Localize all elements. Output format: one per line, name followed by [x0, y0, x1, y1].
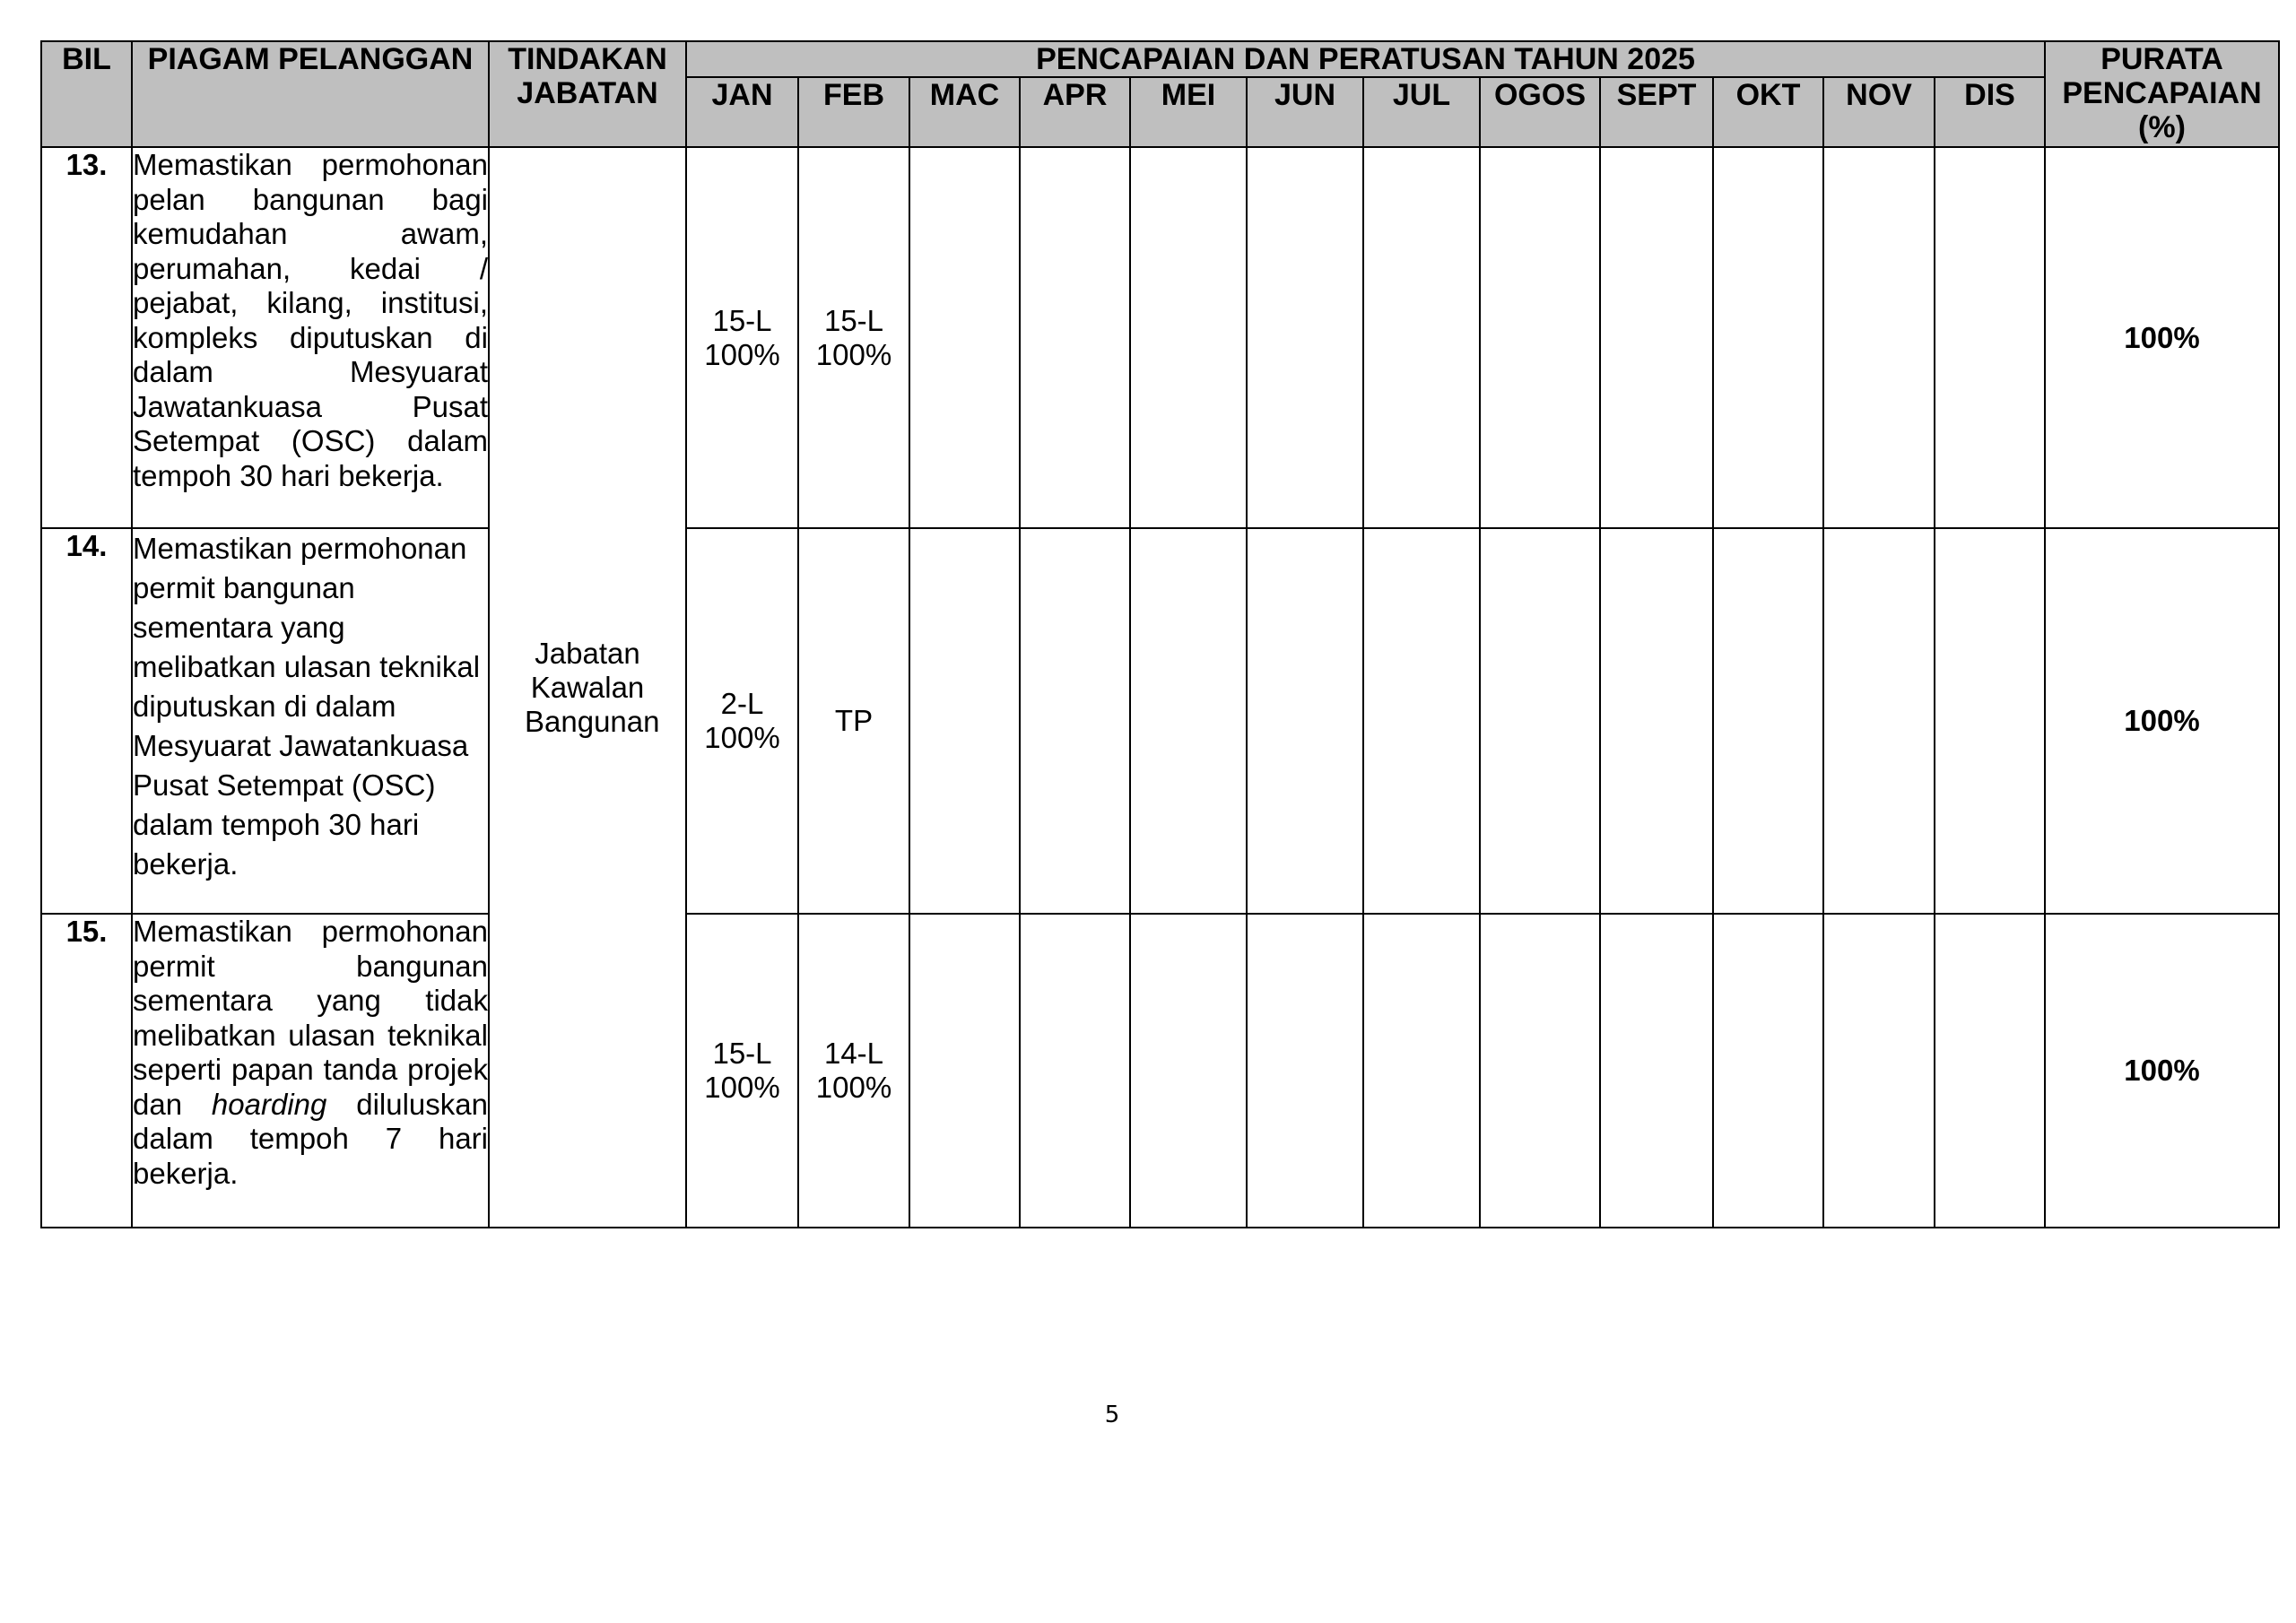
month-cell-jul — [1363, 528, 1480, 914]
header-month-mac: MAC — [909, 77, 1020, 147]
month-cell-jun — [1247, 914, 1363, 1228]
table-row — [41, 914, 2279, 1228]
month-cell-sept — [1600, 147, 1713, 528]
month-cell-feb — [798, 914, 909, 1228]
month-value: 15-L 100% — [704, 303, 780, 371]
tindakan-jabatan-cell — [489, 147, 686, 1228]
month-value: 15-L 100% — [815, 303, 892, 371]
jabatan-name: Jabatan Kawalan Bangunan — [525, 636, 660, 738]
month-cell-jan — [686, 147, 798, 528]
header-piagam-pelanggan: PIAGAM PELANGGAN — [132, 41, 489, 147]
month-value: 15-L 100% — [704, 1037, 780, 1104]
purata-value: 100% — [2045, 914, 2279, 1228]
month-cell-mac — [909, 528, 1020, 914]
table-row — [41, 528, 2279, 914]
row-number: 13. — [41, 147, 132, 528]
piagam-description — [132, 914, 489, 1228]
header-month-jul: JUL — [1363, 77, 1480, 147]
header-month-jun: JUN — [1247, 77, 1363, 147]
month-cell-ogos — [1480, 528, 1600, 914]
month-cell-sept — [1600, 528, 1713, 914]
month-cell-jan — [686, 528, 798, 914]
month-cell-mei — [1130, 528, 1247, 914]
header-month-okt: OKT — [1713, 77, 1823, 147]
header-purata-pencapaian: PURATA PENCAPAIAN (%) — [2045, 41, 2279, 147]
month-cell-jun — [1247, 528, 1363, 914]
month-cell-nov — [1823, 528, 1935, 914]
month-value: 2-L 100% — [704, 687, 780, 754]
piagam-description: Memastikan permohonan pelan bangunan bagi kemudahan awam, perumahan, kedai / pejabat, kilang, institusi, kompleks diputuskan di dalam Mesyuarat Jawatankuasa Pusat Setempat (OSC) dalam tempoh 30 hari bekerja. — [132, 147, 489, 528]
piagam-pelanggan-table — [40, 40, 2280, 1228]
table-row — [41, 147, 2279, 528]
month-cell-apr — [1020, 147, 1130, 528]
month-cell-jun — [1247, 147, 1363, 528]
month-cell-jan — [686, 914, 798, 1228]
month-cell-ogos — [1480, 147, 1600, 528]
month-cell-mei — [1130, 914, 1247, 1228]
purata-value: 100% — [2045, 147, 2279, 528]
month-cell-dis — [1935, 914, 2045, 1228]
header-bil: BIL — [41, 41, 132, 147]
month-cell-nov — [1823, 914, 1935, 1228]
row-number: 15. — [41, 914, 132, 1228]
piagam-italic-term: hoarding — [211, 1087, 327, 1121]
header-month-jan: JAN — [686, 77, 798, 147]
piagam-text-part: diluluskan dalam tempoh 7 hari bekerja. — [133, 1087, 488, 1190]
month-cell-mac — [909, 914, 1020, 1228]
purata-value: 100% — [2045, 528, 2279, 914]
month-cell-nov — [1823, 147, 1935, 528]
month-cell-jul — [1363, 147, 1480, 528]
row-number: 14. — [41, 528, 132, 914]
month-cell-mei — [1130, 147, 1247, 528]
month-cell-apr — [1020, 914, 1130, 1228]
month-cell-feb — [798, 147, 909, 528]
header-month-ogos: OGOS — [1480, 77, 1600, 147]
month-cell-feb — [798, 528, 909, 914]
piagam-text-part: Memastikan permohonan permit bangunan sementara yang tidak melibatkan ulasan teknikal seperti papan tanda projek dan — [133, 915, 488, 1121]
page-number: 5 — [1104, 1402, 1120, 1428]
month-cell-apr — [1020, 528, 1130, 914]
header-month-dis: DIS — [1935, 77, 2045, 147]
month-cell-dis — [1935, 528, 2045, 914]
header-month-feb: FEB — [798, 77, 909, 147]
month-value: TP — [834, 704, 874, 737]
month-cell-dis — [1935, 147, 2045, 528]
piagam-description: Memastikan permohonan permit bangunan sementara yang melibatkan ulasan teknikal diputuskan di dalam Mesyuarat Jawatankuasa Pusat Setempat (OSC) dalam tempoh 30 hari bekerja. — [132, 528, 489, 914]
header-tindakan-jabatan: TINDAKAN JABATAN — [489, 41, 686, 147]
month-cell-okt — [1713, 147, 1823, 528]
month-value: 14-L 100% — [815, 1037, 892, 1104]
month-cell-mac — [909, 147, 1020, 528]
month-cell-jul — [1363, 914, 1480, 1228]
month-cell-ogos — [1480, 914, 1600, 1228]
header-pencapaian-group: PENCAPAIAN DAN PERATUSAN TAHUN 2025 — [686, 41, 2045, 77]
month-cell-okt — [1713, 528, 1823, 914]
header-month-sept: SEPT — [1600, 77, 1713, 147]
month-cell-sept — [1600, 914, 1713, 1228]
month-cell-okt — [1713, 914, 1823, 1228]
header-month-apr: APR — [1020, 77, 1130, 147]
header-month-nov: NOV — [1823, 77, 1935, 147]
header-month-mei: MEI — [1130, 77, 1247, 147]
